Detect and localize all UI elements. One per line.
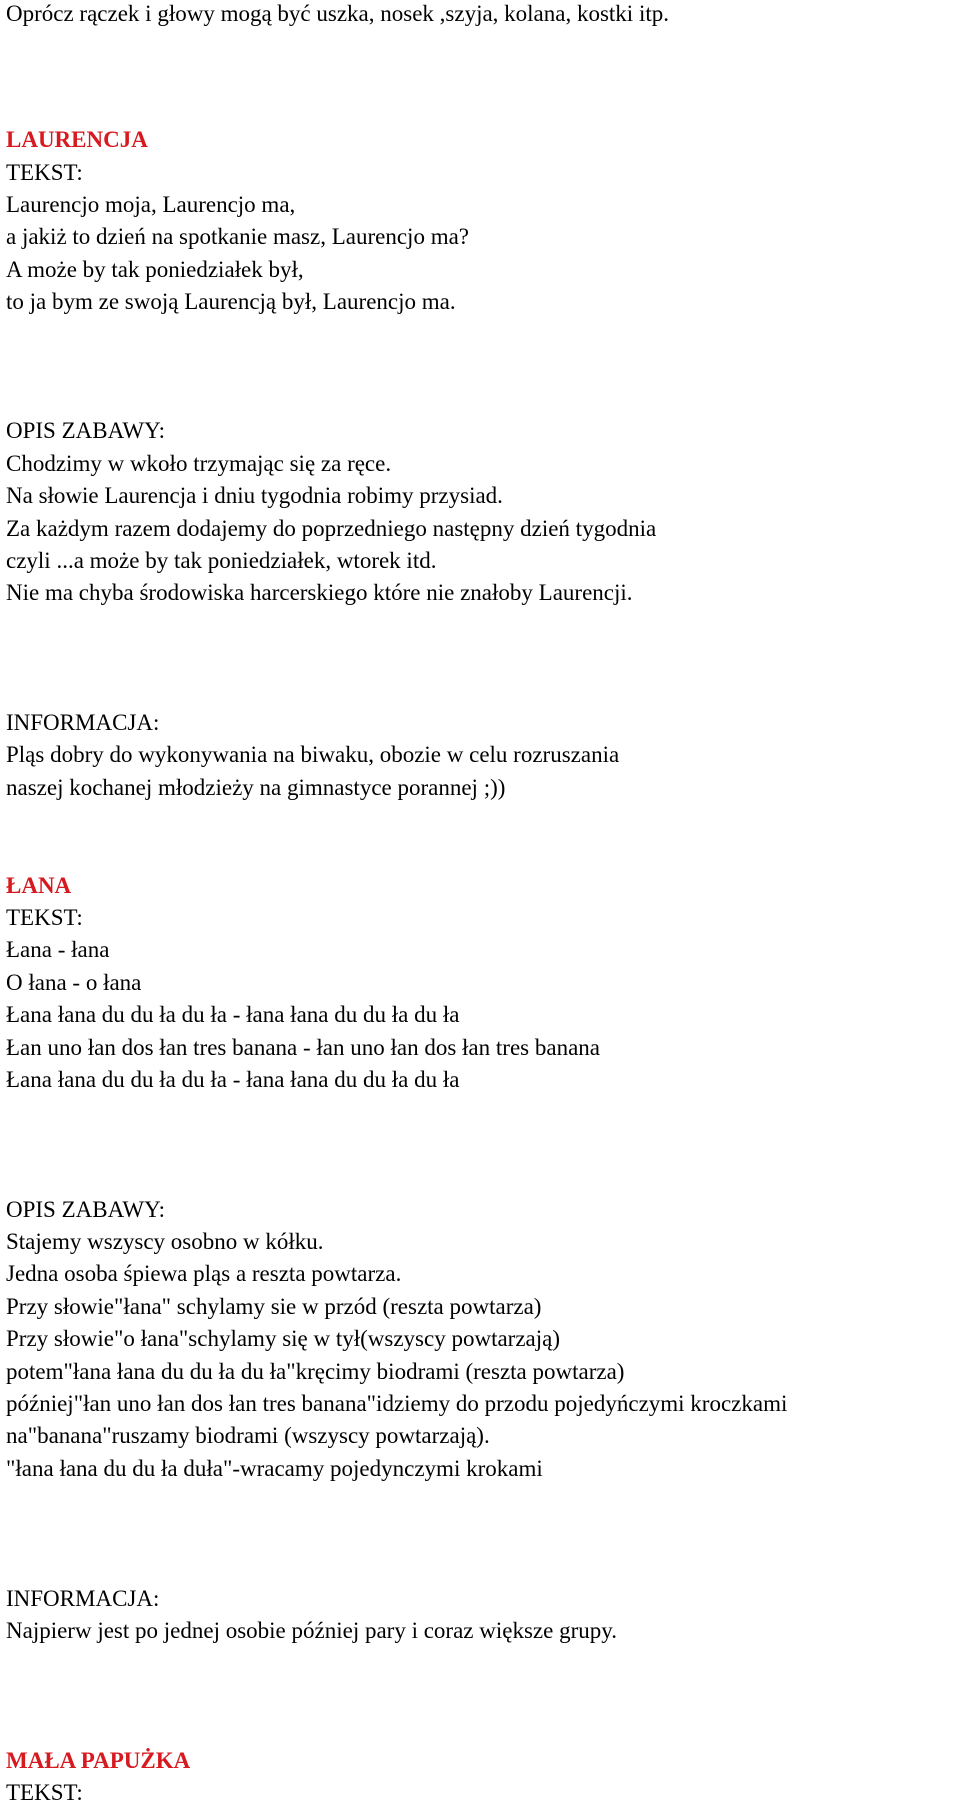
lyric-line: Łana - łana [6,937,110,962]
opis-label: OPIS ZABAWY: [6,1197,165,1222]
opis-line: potem"łana łana du du ła du ła"kręcimy biodrami (reszta powtarza) [6,1359,625,1384]
intro-line: Oprócz rączek i głowy mogą być uszka, nosek ,szyja, kolana, kostki itp. [6,1,669,26]
section-title-laurencja: LAURENCJA [6,127,148,152]
opis-line: Za każdym razem dodajemy do poprzedniego następny dzień tygodnia [6,516,657,541]
opis-line: Przy słowie"o łana"schylamy się w tył(wszyscy powtarzają) [6,1326,561,1351]
opis-line: Chodzimy w wkoło trzymając się za ręce. [6,451,392,476]
opis-line: czyli ...a może by tak poniedziałek, wtorek itd. [6,548,437,573]
info-line: Pląs dobry do wykonywania na biwaku, obozie w celu rozruszania [6,742,620,767]
opis-line: Jedna osoba śpiewa pląs a reszta powtarza. [6,1261,402,1286]
info-line: Najpierw jest po jednej osobie później pary i coraz większe grupy. [6,1618,617,1643]
info-label: INFORMACJA: [6,1586,160,1611]
opis-line: Na słowie Laurencja i dniu tygodnia robimy przysiad. [6,483,503,508]
lyric-line: A może by tak poniedziałek był, [6,257,304,282]
lyric-line: to ja bym ze swoją Laurencją był, Laurencjo ma. [6,289,456,314]
tekst-label: TEKST: [6,905,83,930]
section-title-lana: ŁANA [6,873,72,898]
lyric-line: Laurencjo moja, Laurencjo ma, [6,192,296,217]
opis-line: Stajemy wszyscy osobno w kółku. [6,1229,324,1254]
opis-line: później"łan uno łan dos łan tres banana"idziemy do przodu pojedyńczymi kroczkami [6,1391,788,1416]
section-title-mala-papuzka: MAŁA PAPUŻKA [6,1748,191,1773]
opis-line: na"banana"ruszamy biodrami (wszyscy powtarzają). [6,1423,490,1448]
opis-label: OPIS ZABAWY: [6,418,165,443]
tekst-label: TEKST: [6,1780,83,1805]
lyric-line: O łana - o łana [6,970,142,995]
info-label: INFORMACJA: [6,710,160,735]
lyric-line: a jakiż to dzień na spotkanie masz, Laurencjo ma? [6,224,469,249]
lyric-line: Łana łana du du ła du ła - łana łana du du ła du ła [6,1067,460,1092]
lyric-line: Łana łana du du ła du ła - łana łana du du ła du ła [6,1002,460,1027]
opis-line: Nie ma chyba środowiska harcerskiego które nie znałoby Laurencji. [6,580,633,605]
opis-line: "łana łana du du ła duła"-wracamy pojedynczymi krokami [6,1456,543,1481]
tekst-label: TEKST: [6,160,83,185]
opis-line: Przy słowie"łana" schylamy sie w przód (reszta powtarza) [6,1294,542,1319]
info-line: naszej kochanej młodzieży na gimnastyce porannej ;)) [6,775,506,800]
lyric-line: Łan uno łan dos łan tres banana - łan uno łan dos łan tres banana [6,1035,600,1060]
